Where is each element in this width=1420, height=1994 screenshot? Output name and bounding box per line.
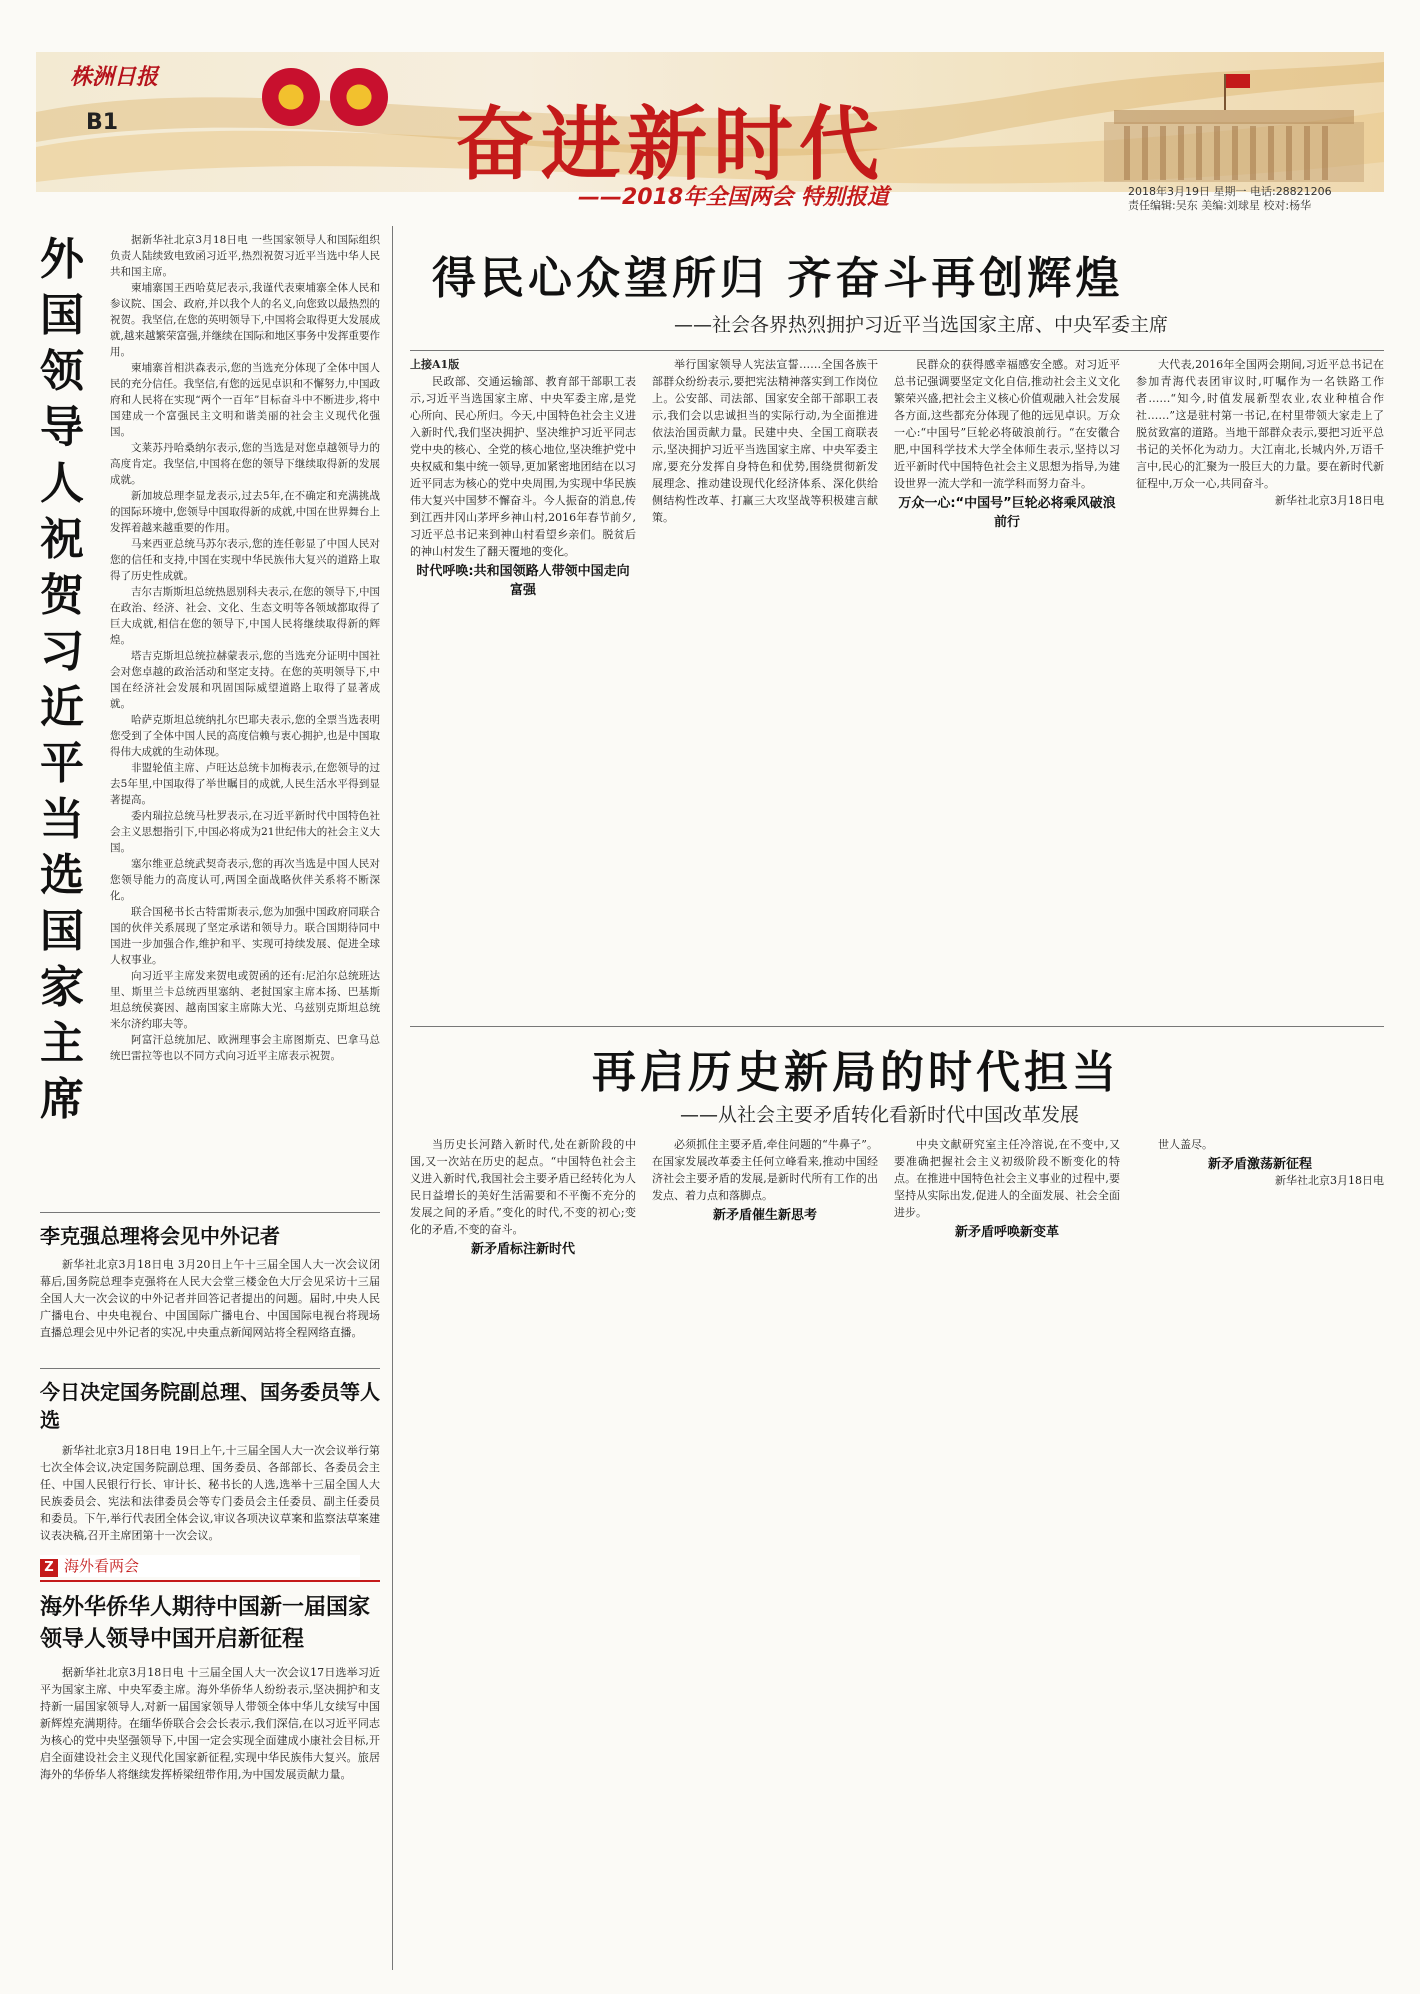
paragraph: 新华社北京3月18日电 3月20日上午十三届全国人大一次会议闭幕后,国务院总理李克强将在人民大会堂三楼金色大厅会见采访十三届全国人大一次会议的中外记者并回答记者提出的问题。届时,中央人民广播电台、中央电视台、中国国际广播电台、中国国际电视台将现场直播总理会见中外记者的实况,中央重点新闻网站将全程网络直播。 [40,1258,380,1339]
article1-title: 得民心众望所归 齐奋斗再创辉煌 [432,253,1124,304]
story-divider [40,1368,380,1369]
left-article-body [110,232,380,1200]
subhead: 新矛盾激荡新征程 [1207,1157,1312,1172]
special-report-title: 奋进新时代 [455,97,885,191]
date-line: 2018年3月19日 星期一 电话:28821206 [1128,185,1332,198]
paragraph: 吉尔吉斯斯坦总统热恩别科夫表示,在您的领导下,中国在政治、经济、社会、文化、生态文明等各领域都取得了巨大成就,相信在您的领导下,中国人民将继续取得新的辉煌。 [110,586,380,646]
paragraph: 中央文献研究室主任冷溶说,在不变中,又要准确把握社会主义初级阶段不断变化的特点。在推进中国特色社会主义事业的过程中,要坚持从实际出发,促进人的全面发展、社会全面进步。 [894,1138,1120,1219]
paragraph: 据新华社北京3月18日电 一些国家领导人和国际组织负责人陆续致电致函习近平,热烈祝贺习近平当选中华人民共和国主席。 [110,234,380,278]
story-divider [40,1580,380,1582]
special-report-subtitle: ——2018年全国两会 特别报道 [578,185,889,210]
paragraph: 塔吉克斯坦总统拉赫蒙表示,您的当选充分证明中国社会对您卓越的政治活动和坚定支持。在您的英明领导下,中国在经济社会发展和巩固国际威望道路上取得了显著成就。 [110,650,380,710]
article2-col-1 [410,1136,636,1966]
paragraph: 柬埔寨首相洪森表示,您的当选充分体现了全体中国人民的充分信任。我坚信,有您的远见卓识和不懈努力,中国政府和人民将在实现“两个一百年”目标奋斗中不断进步,将中国建成一个富强民主文明和谐美丽的社会主义现代化强国。 [110,362,380,438]
paragraph: 大代表,2016年全国两会期间,习近平总书记在参加青海代表团审议时,叮嘱作为一名铁路工作者……“知今,时值发展新型农业,农业种植合作社……”这是驻村第一书记,在村里带领大家走上了脱贫致富的道路。当地干部群众表示,要把习近平总书记的关怀化为动力。大江南北,长城内外,万语千言中,民心的汇聚为一股巨大的力量。要在新时代新征程中,万众一心,共同奋斗。 [1136,358,1384,490]
paragraph: 向习近平主席发来贺电或贺函的还有:尼泊尔总统班达里、斯里兰卡总统西里塞纳、老挝国家主席本扬、巴基斯坦总统侯赛因、越南国家主席陈大光、乌兹别克斯坦总统米尔济约耶夫等。 [110,970,380,1030]
section-name: 海外看两会 [64,1557,140,1575]
article2-divider [410,1026,1384,1027]
article1-divider [410,350,1384,351]
paragraph: 马来西亚总统马苏尔表示,您的连任彰显了中国人民对您的信任和支持,中国在实现中华民族伟大复兴的道路上取得了历史性成就。 [110,538,380,582]
subhead: 新矛盾标注新时代 [470,1242,575,1257]
signature: 新华社北京3月18日电 [1275,1174,1384,1187]
paragraph: 委内瑞拉总统马杜罗表示,在习近平新时代中国特色社会主义思想指引下,中国必将成为21世纪伟大的社会主义大国。 [110,810,380,854]
paragraph: 联合国秘书长古特雷斯表示,您为加强中国政府同联合国的伙伴关系展现了坚定承诺和领导力。联合国期待同中国进一步加强合作,维护和平、实现可持续发展、促进全球人权事业。 [110,906,380,966]
paragraph: 举行国家领导人宪法宣誓……全国各族干部群众纷纷表示,要把宪法精神落实到工作岗位上。公安部、司法部、国家安全部干部职工表示,我们会以忠诚担当的实际行动,为全面推进依法治国贡献力量。民建中央、全国工商联表示,坚决拥护习近平当选国家主席、中央军委主席,要充分发挥自身特色和优势,围绕贯彻新发展理念、推动建设现代化经济体系、深化供给侧结构性改革、打赢三大攻坚战等积极建言献策。 [652,358,878,524]
article1-col-4 [1136,356,1384,1016]
paragraph: 新加坡总理李显龙表示,过去5年,在不确定和充满挑战的国际环境中,您领导中国取得新的成就,中国在世界舞台上发挥着越来越重要的作用。 [110,490,380,534]
story-headline-vice-premier: 今日决定国务院副总理、国务委员等人选 [40,1380,380,1432]
article2-col-3 [894,1136,1120,1966]
story-body-overseas [40,1664,380,1964]
subhead: 新矛盾催生新思考 [712,1208,817,1223]
story-body-vice-premier [40,1442,380,1544]
paragraph: 新华社北京3月18日电 19日上午,十三届全国人大一次会议举行第七次全体会议,决定国务院副总理、国务委员、各部部长、各委员会主任、中国人民银行行长、审计长、秘书长的人选,选举十三届全国人大民族委员会、宪法和法律委员会等专门委员会主任委员、副主任委员和委员。下午,举行代表团全体会议,审议各项决议草案和监察法草案建议表决稿,召开主席团第十一次会议。 [40,1444,380,1542]
article2-col-4 [1136,1136,1384,1966]
paragraph: 民群众的获得感幸福感安全感。对习近平总书记强调要坚定文化自信,推动社会主义文化繁荣兴盛,把社会主义核心价值观融入社会发展各方面,这些都充分体现了他的远见卓识。万众一心:“中国号”巨轮必将破浪前行。“在安徽合肥,中国科学技术大学全体师生表示,坚持以习近平新时代中国特色社会主义思想为指导,为建设世界一流大学和一流学科而努力奋斗。 [894,358,1120,490]
article2-col-2 [652,1136,878,1966]
article1-col-1 [410,356,636,1016]
article1-col-2 [652,356,878,1016]
column-divider [392,226,393,1970]
paragraph: 塞尔维亚总统武契奇表示,您的再次当选是中国人民对您领导能力的高度认可,两国全面战略伙伴关系将不断深化。 [110,858,380,902]
signature: 新华社北京3月18日电 [1275,494,1384,507]
paragraph: 哈萨克斯坦总统纳扎尔巴耶夫表示,您的全票当选表明您受到了全体中国人民的高度信赖与衷心拥护,也是中国取得伟大成就的生动体现。 [110,714,380,758]
paragraph: 必须抓住主要矛盾,牵住问题的“牛鼻子”。在国家发展改革委主任何立峰看来,推动中国经济社会主要矛盾的发展,是新时代所有工作的出发点、着力点和落脚点。 [652,1138,878,1202]
page-number: B1 [86,110,119,135]
story-headline-overseas: 海外华侨华人期待中国新一届国家领导人领导中国开启新征程 [40,1595,371,1652]
paragraph: 当历史长河踏入新时代,处在新阶段的中国,又一次站在历史的起点。“中国特色社会主义进入新时代,我国社会主要矛盾已经转化为人民日益增长的美好生活需要和不平衡不充分的发展之间的矛盾。”变化的时代,不变的初心;变化的矛盾,不变的奋斗。 [410,1138,636,1236]
continued-marker: 上接A1版 [410,358,460,371]
article2-title: 再启历史新局的时代担当 [592,1047,1120,1098]
story-divider [40,1212,380,1213]
great-hall-illustration [1084,52,1384,192]
story-body-premier [40,1256,380,1356]
paper-logo: 株洲日报 [70,64,159,90]
paragraph: 非盟轮值主席、卢旺达总统卡加梅表示,在您领导的过去5年里,中国取得了举世瞩目的成就,人民生活水平得到显著提高。 [110,762,380,806]
section-tag [40,1555,360,1577]
editor-line: 责任编辑:吴东 美编:刘球星 校对:杨华 [1128,199,1312,212]
national-emblem-icon [262,68,320,126]
paragraph: 世人盖尽。 [1158,1138,1213,1151]
left-headline: 外国领导人祝贺习近平当选国家主席 [40,234,84,1125]
paragraph: 柬埔寨国王西哈莫尼表示,我谨代表柬埔寨全体人民和参议院、国会、政府,并以我个人的名义,向您致以最热烈的祝贺。我坚信,在您的英明领导下,中国将会取得更大发展成就,越来越繁荣富强,并继续在国际和地区事务中发挥重要作用。 [110,282,380,358]
article1-col-3 [894,356,1120,1016]
paragraph: 据新华社北京3月18日电 十三届全国人大一次会议17日选举习近平为国家主席、中央军委主席。海外华侨华人纷纷表示,坚决拥护和支持新一届国家领导人,对新一届国家领导人带领全体中华儿女续写中国新辉煌充满期待。在缅华侨联合会会长表示,我们深信,在以习近平同志为核心的党中央坚强领导下,中国一定会实现全面建成小康社会目标,开启全面建设社会主义现代化国家新征程,实现中华民族伟大复兴。旅居海外的华侨华人将继续发挥桥梁纽带作用,为中国发展贡献力量。 [40,1666,380,1781]
paragraph: 民政部、交通运输部、教育部干部职工表示,习近平当选国家主席、中央军委主席,是党心所向、民心所归。今天,中国特色社会主义进入新时代,我们坚决拥护、坚决维护习近平同志党中央的核心、全党的核心地位,坚决维护党中央权威和集中统一领导,更加紧密地团结在以习近平同志为核心的党中央周围,为实现中华民族伟大复兴中国梦不懈奋斗。今人振奋的消息,传到江西井冈山茅坪乡神山村,2016年春节前夕,习近平总书记来到神山村看望乡亲们。脱贫后的神山村发生了翻天覆地的变化。 [410,375,636,558]
subhead: 万众一心:“中国号”巨轮必将乘风破浪前行 [898,496,1116,530]
article1-subtitle: ——社会各界热烈拥护习近平当选国家主席、中央军委主席 [674,314,1169,336]
paragraph: 文莱苏丹哈桑纳尔表示,您的当选是对您卓越领导力的高度肯定。我坚信,中国将在您的领导下继续取得新的发展成就。 [110,442,380,486]
subhead: 时代呼唤:共和国领路人带领中国走向富强 [416,564,630,598]
story-headline-premier: 李克强总理将会见中外记者 [40,1224,280,1248]
section-mark: Z [40,1559,58,1577]
article2-subtitle: ——从社会主要矛盾转化看新时代中国改革发展 [680,1104,1080,1126]
subhead: 新矛盾呼唤新变革 [954,1225,1059,1240]
cppcc-emblem-icon [330,68,388,126]
paragraph: 阿富汗总统加尼、欧洲理事会主席图斯克、巴拿马总统巴雷拉等也以不同方式向习近平主席表示祝贺。 [110,1034,380,1062]
